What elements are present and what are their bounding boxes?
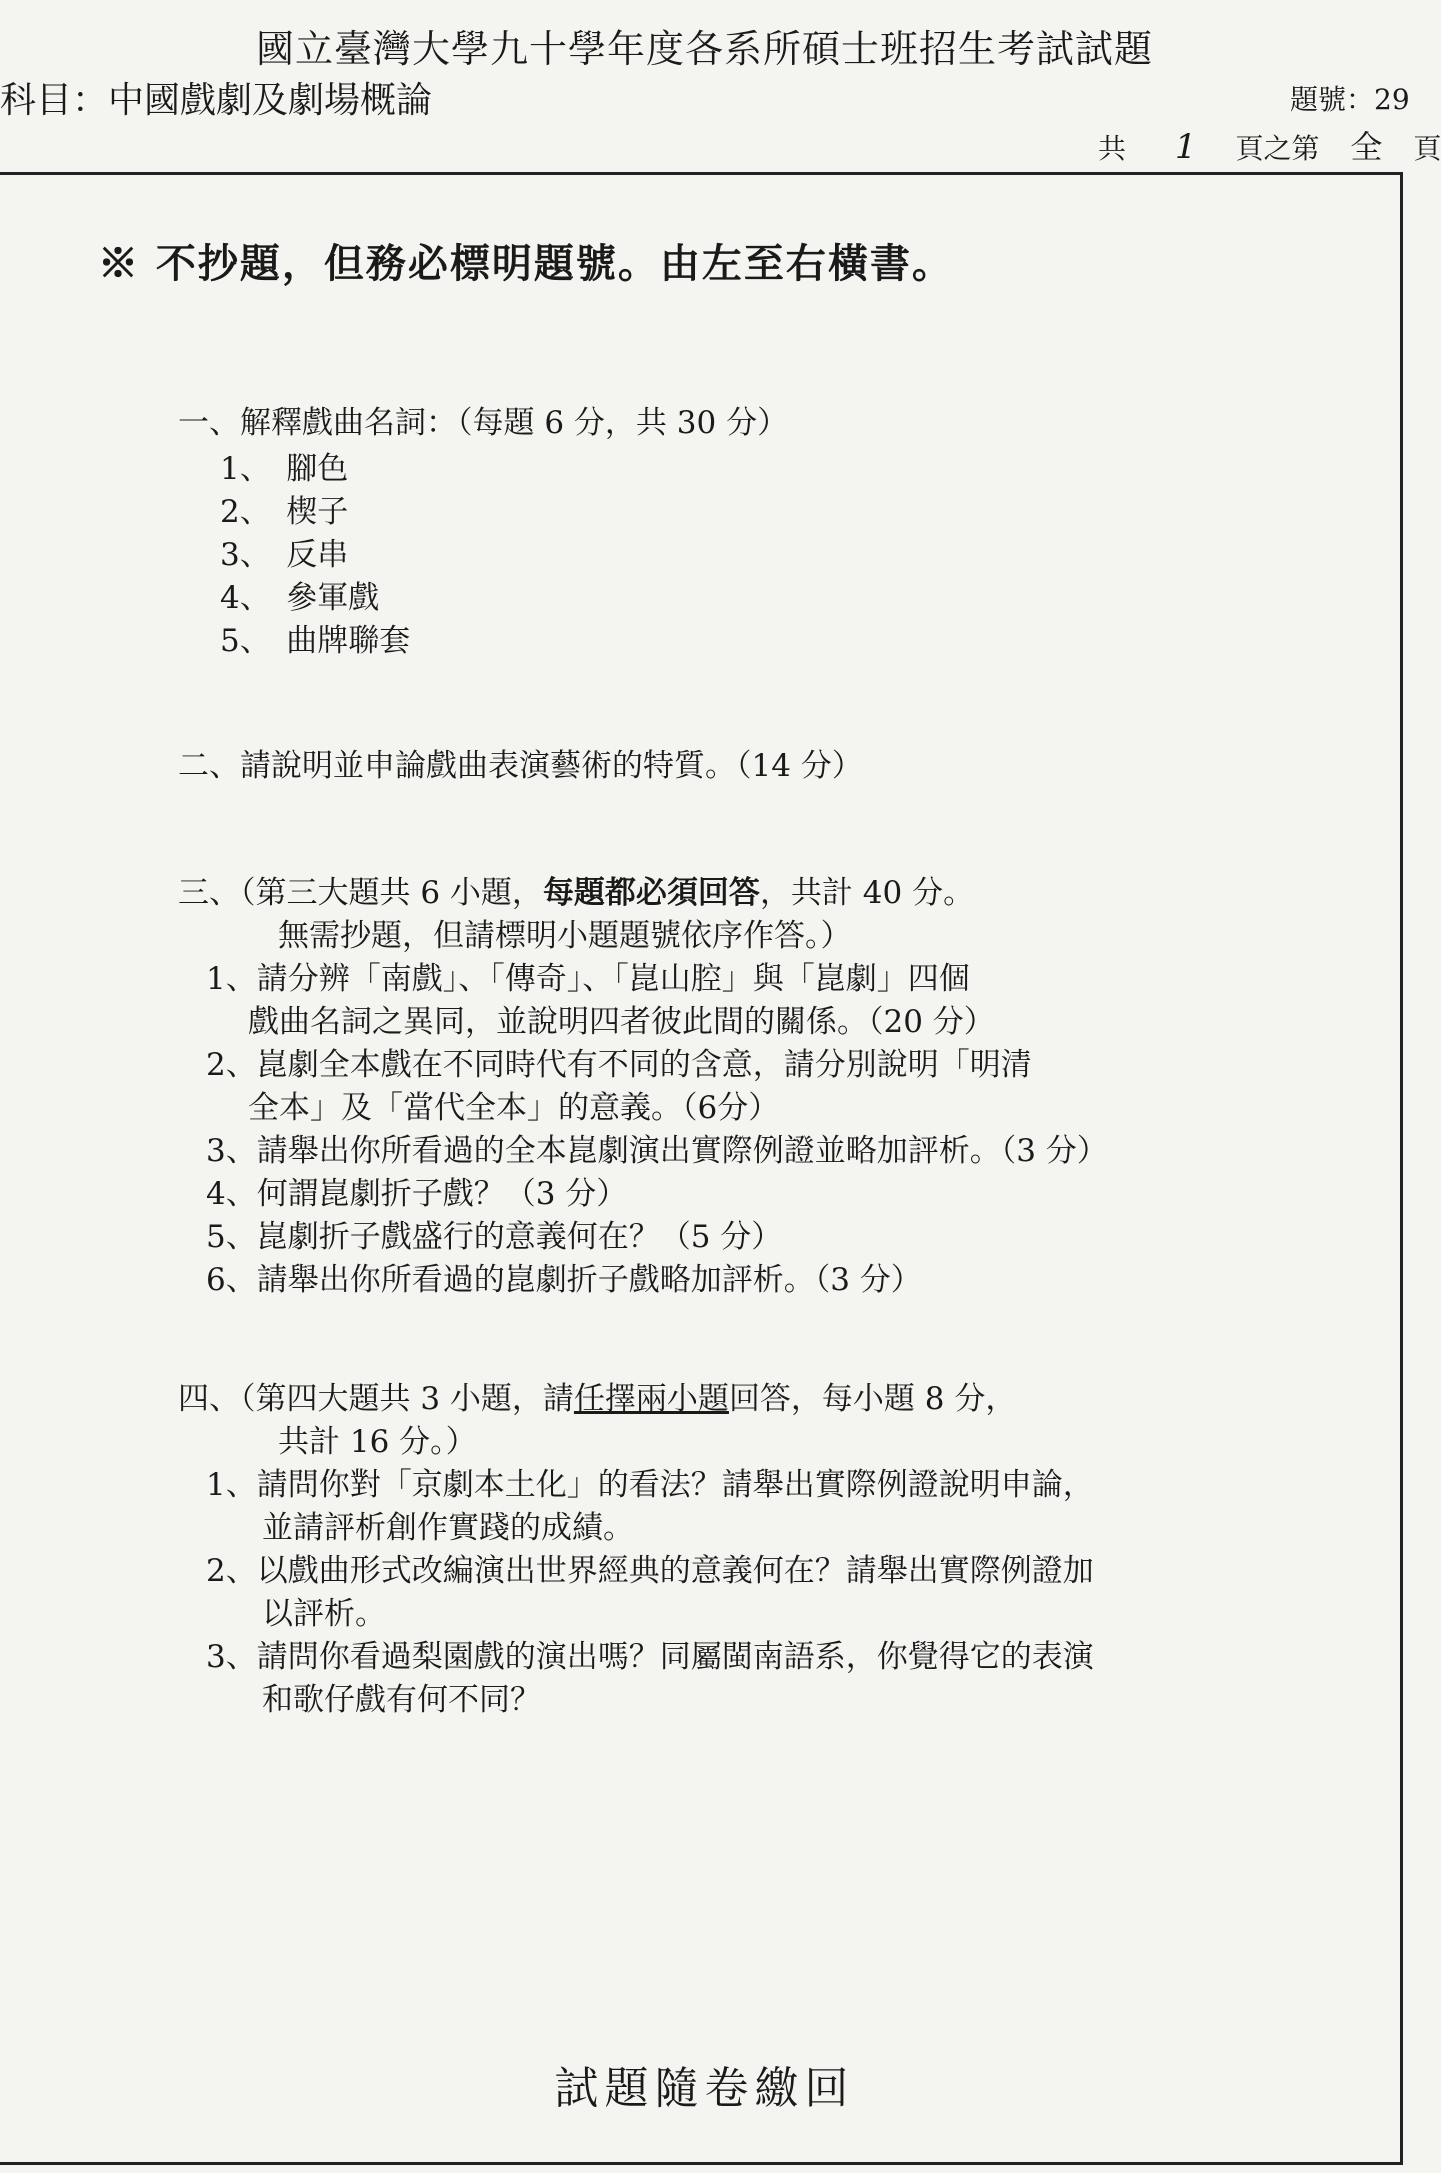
- pages-suffix: 頁: [1413, 132, 1441, 165]
- section3-item-continuation: 戲曲名詞之異同，並說明四者彼此間的關係。（20 分）: [248, 1004, 995, 1040]
- section4-item-continuation: 以評析。: [262, 1596, 386, 1632]
- section3-heading-post: ，共計 40 分。: [759, 875, 975, 911]
- section1-item: 4、 參軍戲: [220, 580, 380, 616]
- section4-heading-underlined: 任擇兩小題: [573, 1381, 729, 1417]
- section2-heading: 二、請說明並申論戲曲表演藝術的特質。（14 分）: [178, 748, 863, 784]
- section3-item: 6、請舉出你所看過的崑劇折子戲略加評析。（3 分）: [206, 1262, 922, 1298]
- question-number: 題號：29: [1290, 83, 1410, 116]
- section4-item: 1、請問你對「京劇本土化」的看法？請舉出實際例證說明申論，: [206, 1467, 1094, 1503]
- pages-mid: 頁之第: [1235, 132, 1320, 165]
- section1-item: 3、 反串: [220, 537, 349, 573]
- section3-item: 4、何謂崑劇折子戲？（3 分）: [206, 1176, 628, 1212]
- section4-item-continuation: 並請評析創作實踐的成績。: [262, 1510, 634, 1546]
- section3-heading-pre: 三、（第三大題共 6 小題，: [178, 875, 543, 911]
- section3-item: 3、請舉出你所看過的全本崑劇演出實際例證並略加評析。（3 分）: [206, 1133, 1108, 1169]
- section1-item: 1、 腳色: [220, 451, 349, 487]
- section3-item: 2、崑劇全本戲在不同時代有不同的含意，請分別說明「明清: [206, 1047, 1032, 1083]
- section3-heading-emphasis: 每題都必須回答: [542, 875, 760, 911]
- section4-heading-line2: 共計 16 分。）: [278, 1424, 477, 1460]
- section4-heading-post: 回答，每小題 8 分，: [728, 1381, 1017, 1417]
- pages-prefix: 共: [1098, 132, 1127, 165]
- section3-item: 5、崑劇折子戲盛行的意義何在？（5 分）: [206, 1219, 783, 1255]
- instruction-notice: ※ 不抄題，但務必標明題號。由左至右橫書。: [98, 240, 954, 287]
- section4-heading-pre: 四、（第四大題共 3 小題，請: [178, 1381, 574, 1417]
- page-count: [1098, 122, 1441, 168]
- page-current: 全: [1350, 128, 1383, 166]
- section1-item: 2、 楔子: [220, 494, 349, 530]
- subject-label: 科目：中國戲劇及劇場概論: [0, 80, 433, 121]
- section3-item-continuation: 全本」及「當代全本」的意義。（6分）: [248, 1090, 780, 1126]
- section4-item: 2、以戲曲形式改編演出世界經典的意義何在？請舉出實際例證加: [206, 1553, 1094, 1589]
- section3-item: 1、請分辨「南戲」、「傳奇」、「崑山腔」與「崑劇」四個: [206, 961, 970, 997]
- section4-item-continuation: 和歌仔戲有何不同？: [262, 1682, 541, 1718]
- section4-heading: [178, 1378, 1016, 1421]
- return-exam-notice: 試題隨卷繳回: [554, 2063, 855, 2114]
- section4-item: 3、請問你看過梨園戲的演出嗎？同屬閩南語系，你覺得它的表演: [206, 1639, 1094, 1675]
- section3-heading-line2: 無需抄題，但請標明小題題號依序作答。）: [278, 918, 852, 954]
- section1-heading: 一、解釋戲曲名詞：（每題 6 分，共 30 分）: [178, 405, 789, 441]
- section3-heading: [178, 872, 974, 915]
- pages-total: 1: [1174, 127, 1197, 167]
- exam-title: 國立臺灣大學九十學年度各系所碩士班招生考試試題: [255, 27, 1153, 71]
- section1-item: 5、 曲牌聯套: [220, 623, 411, 659]
